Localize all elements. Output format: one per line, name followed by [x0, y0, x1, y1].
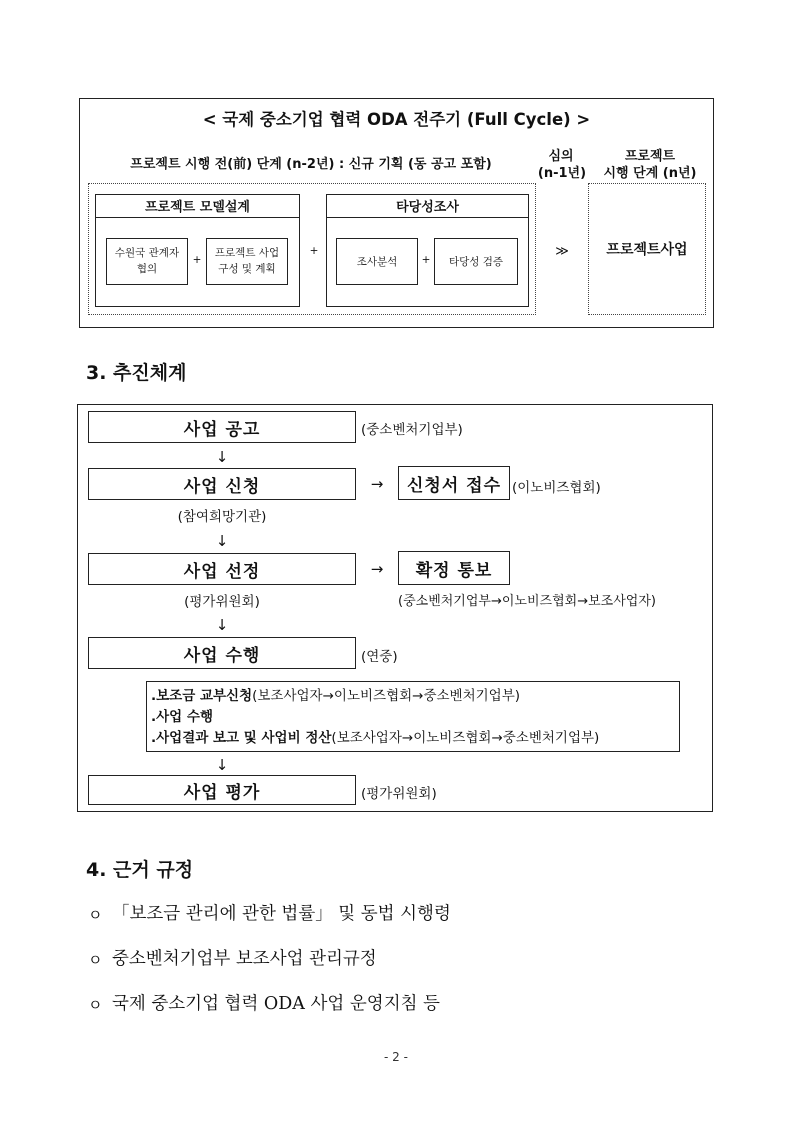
survey-box: 조사분석	[336, 238, 418, 285]
project-business-box: 프로젝트사업	[588, 183, 706, 315]
down-arrow-icon: ↓	[215, 448, 229, 466]
pre-phase-label: 프로젝트 시행 전(前) 단계 (n-2년) : 신규 기획 (동 공고 포함)	[130, 156, 492, 172]
plan-line1: 프로젝트 사업	[214, 247, 280, 259]
right-arrow-icon: →	[370, 560, 384, 578]
selection-sub: (평가위원회)	[184, 594, 260, 610]
evaluation-note: (평가위원회)	[361, 786, 437, 802]
page-number: - 2 -	[384, 1050, 408, 1064]
plus-between: +	[309, 245, 319, 257]
model-design-title: 프로젝트 모델설계	[95, 194, 300, 218]
detail-line1-flow: (보조사업자→이노비즈협회→중소벤처기업부)	[252, 688, 521, 704]
announcement-note: (중소벤처기업부)	[361, 422, 463, 438]
plan-box	[206, 238, 288, 285]
consult-box	[106, 238, 188, 285]
regulation-item: 중소벤처기업부 보조사업 관리규정	[112, 949, 377, 969]
plus-sign: +	[192, 254, 202, 266]
bullet-icon: ㅇ	[88, 906, 103, 924]
step-evaluation: 사업 평가	[88, 775, 356, 805]
detail-line1-title: .보조금 교부신청	[151, 688, 253, 704]
bullet-icon: ㅇ	[88, 951, 103, 969]
feasibility-title: 타당성조사	[326, 194, 529, 218]
diagram-title: < 국제 중소기업 협력 ODA 전주기 (Full Cycle) >	[202, 110, 591, 129]
receipt-note: (이노비즈협회)	[512, 480, 601, 496]
consult-line2: 협의	[136, 263, 158, 275]
step-execution: 사업 수행	[88, 637, 356, 669]
impl-phase-line1: 프로젝트	[624, 148, 676, 164]
regulation-item: 국제 중소기업 협력 ODA 사업 운영지침 등	[112, 994, 440, 1014]
detail-line1	[151, 686, 679, 707]
verification-box: 타당성 검증	[434, 238, 518, 285]
down-arrow-icon: ↓	[215, 616, 229, 634]
review-label-line1: 심의	[548, 148, 574, 164]
step-selection: 사업 선정	[88, 553, 356, 585]
regulation-item: 「보조금 관리에 관한 법률」 및 동법 시행령	[112, 904, 451, 924]
execution-detail-box	[146, 681, 680, 752]
down-arrow-icon: ↓	[215, 532, 229, 550]
detail-line2-title: .사업 수행	[151, 709, 213, 725]
detail-line2	[151, 707, 679, 728]
plan-line2: 구성 및 계획	[218, 263, 276, 275]
bullet-icon: ㅇ	[88, 996, 103, 1014]
right-arrow-icon: →	[370, 475, 384, 493]
application-sub: (참여희망기관)	[177, 509, 267, 525]
confirmation-note: (중소벤처기업부→이노비즈협회→보조사업자)	[398, 594, 656, 609]
section3-heading: 3. 추진체계	[86, 362, 187, 384]
detail-line3-title: .사업결과 보고 및 사업비 정산	[151, 730, 332, 746]
application-receipt: 신청서 접수	[398, 466, 510, 500]
impl-phase-line2: 시행 단계 (n년)	[603, 165, 697, 181]
confirmation-notice: 확정 통보	[398, 551, 510, 585]
review-label-line2: (n-1년)	[537, 165, 587, 181]
detail-line3	[151, 728, 679, 749]
step-announcement: 사업 공고	[88, 411, 356, 443]
execution-note: (연중)	[361, 649, 398, 665]
step-application: 사업 신청	[88, 468, 356, 500]
section4-heading: 4. 근거 규정	[86, 859, 194, 881]
consult-line1: 수원국 관계자	[114, 247, 180, 259]
chevron-icon: ≫	[555, 243, 569, 259]
down-arrow-icon: ↓	[215, 756, 229, 774]
detail-line3-flow: (보조사업자→이노비즈협회→중소벤처기업부)	[331, 730, 600, 746]
plus-sign: +	[421, 254, 431, 266]
